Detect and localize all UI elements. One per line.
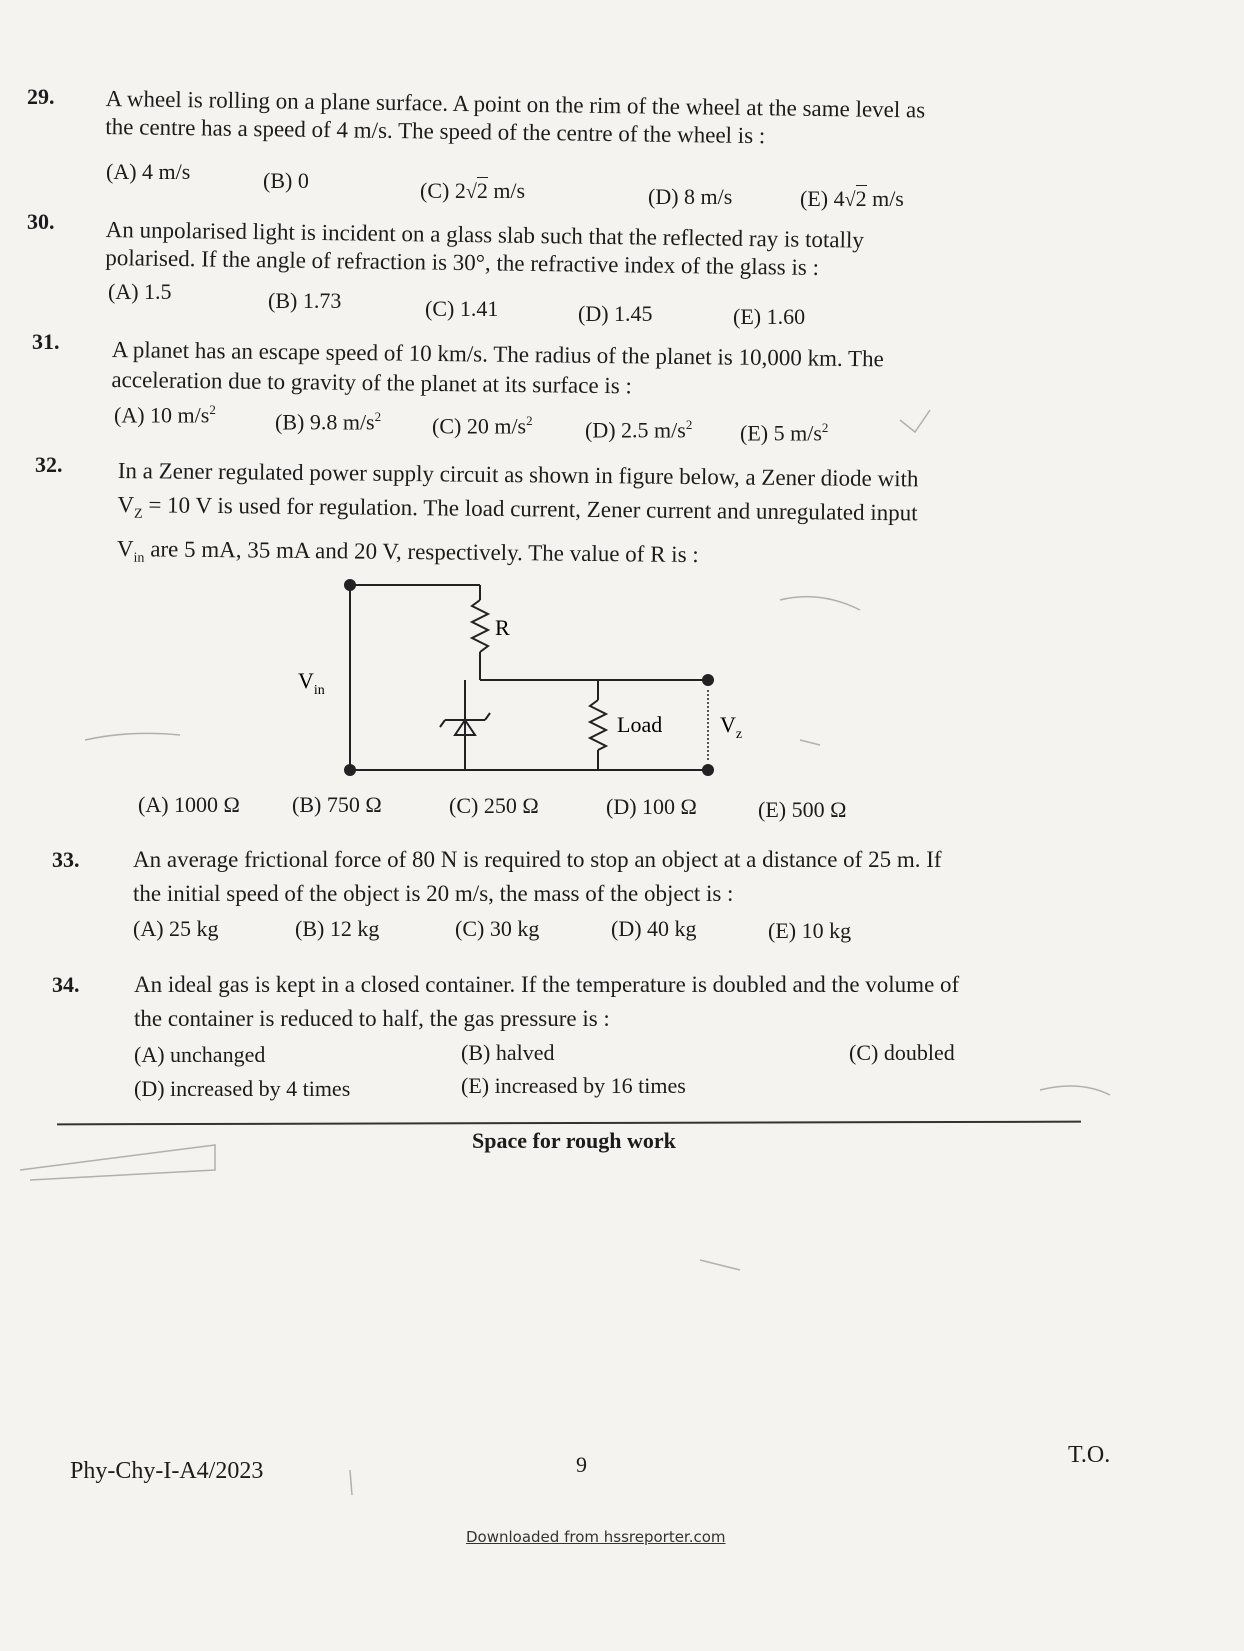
- option-d: (D) 1.45: [578, 301, 653, 326]
- scribble: [1040, 1086, 1110, 1095]
- scribble: [85, 733, 180, 740]
- download-source-link[interactable]: Downloaded from hssreporter.com: [466, 1528, 726, 1546]
- option-c: (C) 1.41: [425, 296, 499, 321]
- option-c: (C) doubled: [849, 1040, 955, 1065]
- question-number: 30.: [27, 209, 55, 234]
- option-e: (E) 10 kg: [768, 918, 852, 943]
- option-e: (E) 500 Ω: [758, 797, 847, 822]
- rough-work-heading: Space for rough work: [472, 1128, 676, 1153]
- question-line: the centre has a speed of 4 m/s. The speed of the centre of the wheel is :: [105, 113, 766, 149]
- paper-code: Phy-Chy-I-A4/2023: [70, 1458, 264, 1484]
- option-b: (B) 12 kg: [295, 916, 380, 941]
- question-number: 29.: [27, 84, 55, 109]
- scribble: [20, 1145, 215, 1180]
- option-d: (D) 40 kg: [611, 916, 697, 941]
- question-line: the container is reduced to half, the gas pressure is :: [134, 1006, 610, 1031]
- turn-over-label: T.O.: [1068, 1442, 1111, 1468]
- option-b: (B) 9.8 $m/s^2$: [275, 409, 382, 435]
- option-d: (D) 2.5 $m/s^2$: [585, 417, 693, 443]
- question-line: acceleration due to gravity of the planet at its surface is :: [111, 366, 633, 399]
- option-e: (E) 5 $m/s^2$: [740, 420, 829, 446]
- option-a: (A) 10 $m/s^2$: [114, 402, 216, 428]
- question-line: In a Zener regulated power supply circuit as shown in figure below, a Zener diode with: [117, 457, 919, 492]
- option-a: (A) 1000 Ω: [138, 792, 240, 817]
- option-d: (D) increased by 4 times: [134, 1076, 351, 1101]
- question-line: An average frictional force of 80 N is required to stop an object at a distance of 25 m. If: [133, 847, 942, 872]
- scribble: [800, 740, 820, 745]
- option-b: (B) 0: [263, 168, 309, 193]
- page-number: 9: [576, 1452, 587, 1477]
- scribble: [700, 1260, 740, 1270]
- option-d: (D) 8 m/s: [648, 184, 733, 209]
- option-a: (A) 1.5: [108, 279, 172, 304]
- option-c: (C) 250 Ω: [449, 793, 539, 818]
- option-e: (E) 1.60: [733, 304, 806, 329]
- question-number: 32.: [35, 452, 63, 477]
- vin-label: $V_{in}$: [298, 668, 325, 698]
- question-line: A wheel is rolling on a plane surface. A point on the rim of the wheel at the same level as: [105, 85, 926, 123]
- scribble: [780, 597, 860, 610]
- scribble: [900, 410, 930, 432]
- option-a: (A) unchanged: [134, 1042, 266, 1067]
- question-line: A planet has an escape speed of 10 km/s. The radius of the planet is 10,000 km. The: [111, 336, 884, 372]
- option-a: (A) 4 m/s: [106, 159, 191, 184]
- question-line: $V_Z = 10$ V is used for regulation. The load current, Zener current and unregulated input: [117, 491, 918, 526]
- load-label: Load: [617, 712, 663, 737]
- option-b: (B) 1.73: [268, 288, 342, 313]
- option-c: (C) 20 $m/s^2$: [432, 413, 533, 439]
- question-line: $V_{in}$ are 5 mA, 35 mA and 20 V, respectively. The value of R is :: [116, 535, 699, 567]
- question-line: the initial speed of the object is 20 m/s, the mass of the object is :: [133, 881, 734, 906]
- question-number: 34.: [52, 972, 80, 997]
- resistor-r-label: R: [495, 615, 510, 640]
- scribble: [350, 1470, 352, 1495]
- option-c: (C) 30 kg: [455, 916, 540, 941]
- option-e: (E) increased by 16 times: [461, 1073, 686, 1098]
- vz-label: $V_z$: [720, 712, 743, 742]
- question-number: 31.: [32, 329, 60, 354]
- option-b: (B) halved: [461, 1040, 555, 1065]
- option-b: (B) 750 Ω: [292, 792, 382, 817]
- question-line: polarised. If the angle of refraction is 30°, the refractive index of the glass is :: [105, 244, 820, 280]
- option-d: (D) 100 Ω: [606, 794, 697, 819]
- option-c: (C) 2√2 m/s: [420, 178, 526, 203]
- question-line: An unpolarised light is incident on a glass slab such that the reflected ray is totally: [105, 216, 865, 253]
- option-e: (E) 4√2 m/s: [800, 186, 904, 211]
- question-line: An ideal gas is kept in a closed container. If the temperature is doubled and the volume of: [134, 972, 960, 997]
- question-number: 33.: [52, 847, 80, 872]
- option-a: (A) 25 kg: [133, 916, 219, 941]
